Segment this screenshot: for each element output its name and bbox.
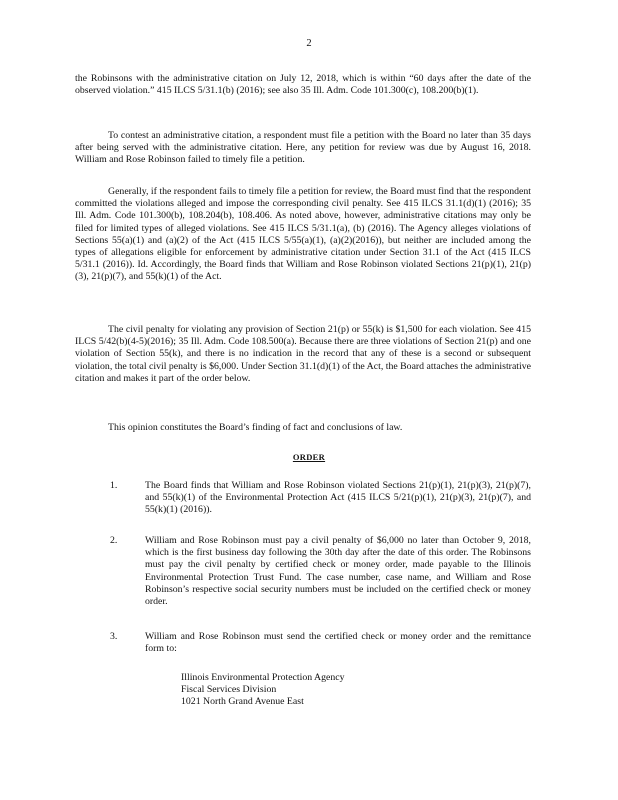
remittance-address xyxy=(181,672,345,709)
address-line: 1021 North Grand Avenue East xyxy=(181,696,304,708)
paragraph-generally: Generally, if the respondent fails to timely file a petition for review, the Board must find that the respondent committed the violations alleged and impose the corresponding civil penalty. See 415 ILCS 31.1(d)(1) (2016); 35 Ill. Adm. Code 101.300(b), 108.204(b), 108.406. As noted above, however, administrative citations may only be filed for limited types of alleged violations. See 415 ILCS 5/31.1(a), (b) (2016). The Agency alleges violations of Sections 55(a)(1) and (a)(2) of the Act (415 ILCS 5/55(a)(1), (a)(2)(2016)), but neither are included among the types of allegations eligible for enforcement by administrative citation under Section 31.1 of the Act (415 ILCS 5/31.1 (2016)). Id. Accordingly, the Board finds that William and Rose Robinson violated Sections 21(p)(1), 21(p)(3), 21(p)(7), and 55(k)(1) of the Act. xyxy=(75,186,531,283)
order-item-number: 3. xyxy=(110,631,118,642)
order-item-number: 1. xyxy=(110,480,118,491)
paragraph-service: the Robinsons with the administrative citation on July 12, 2018, which is within “60 days after the date of the observed violation.” 415 ILCS 5/31.1(b) (2016); see also 35 Ill. Adm. Code 101.300(c), 108.200(b)(1). xyxy=(75,73,531,97)
order-item-number: 2. xyxy=(110,535,118,546)
page-number: 2 xyxy=(306,38,312,49)
order-item-text: William and Rose Robinson must pay a civil penalty of $6,000 no later than October 9, 2018, which is the first business day following the 30th day after the date of this order. The Robinsons must pay the civil penalty by certified check or money order, made payable to the Illinois Environmental Protection Trust Fund. The case number, case name, and William and Rose Robinson’s respective social security numbers must be included on the certified check or money order. xyxy=(145,535,531,608)
paragraph-civil-penalty: The civil penalty for violating any provision of Section 21(p) or 55(k) is $1,500 for each violation. See 415 ILCS 5/42(b)(4-5)(2016); 35 Ill. Adm. Code 108.500(a). Because there are three violations of Section 21(p) and one violation of Section 55(k), and there is no indication in the record that any of these is a second or subsequent violation, the total civil penalty is $6,000. Under Section 31.1(d)(1) of the Act, the Board attaches the administrative citation and makes it part of the order below. xyxy=(75,324,531,384)
address-line: Illinois Environmental Protection Agency xyxy=(181,672,345,683)
paragraph-opinion: This opinion constitutes the Board’s finding of fact and conclusions of law. xyxy=(108,422,403,433)
order-heading: ORDER xyxy=(292,452,326,462)
order-item-text: William and Rose Robinson must send the certified check or money order and the remittance form to: xyxy=(145,631,531,655)
order-item-text: The Board finds that William and Rose Robinson violated Sections 21(p)(1), 21(p)(3), 21(p)(7), and 55(k)(1) of the Environmental Protection Act (415 ILCS 5/21(p)(1), 21(p)(3), 21(p)(7), and 55(k)(1) (2016)). xyxy=(145,480,531,516)
address-line: Fiscal Services Division xyxy=(181,684,277,696)
paragraph-contest: To contest an administrative citation, a respondent must file a petition with the Board no later than 35 days after being served with the administrative citation. Here, any petition for review was due by August 16, 2018. William and Rose Robinson failed to timely file a petition. xyxy=(75,130,531,166)
